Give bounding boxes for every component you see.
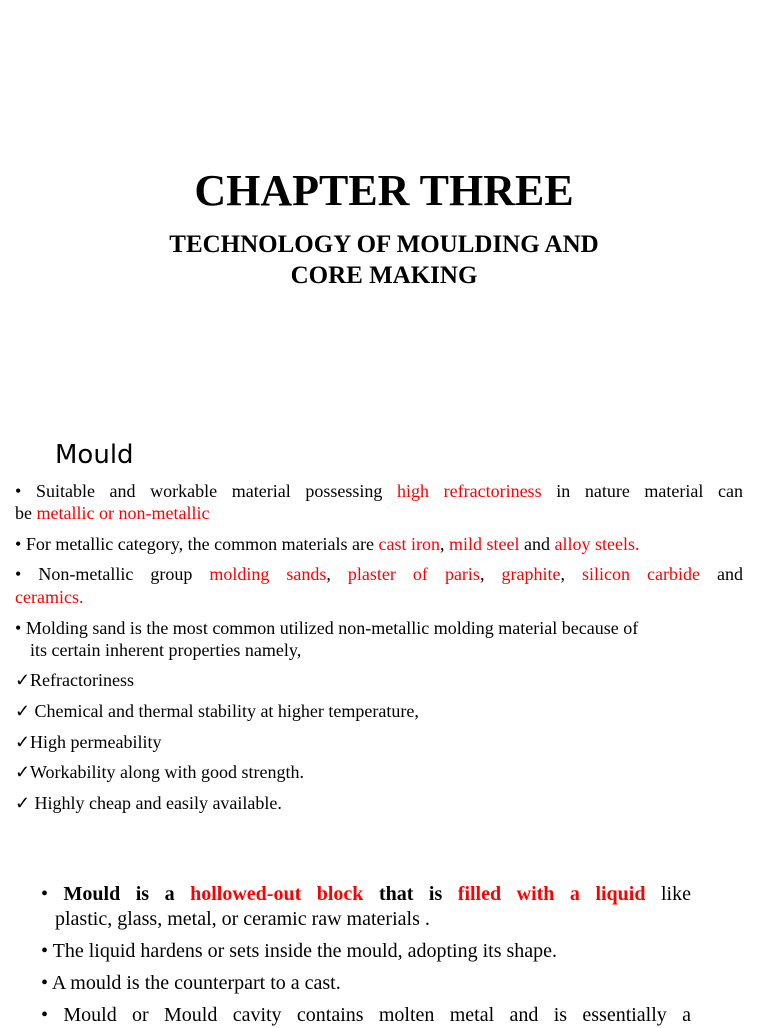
chapter-subtitle — [0, 229, 768, 291]
emphasis-text: molding sands — [209, 564, 327, 584]
text: Non-metallic group — [38, 564, 210, 584]
bullet-1-line-2 — [15, 502, 209, 524]
lower-bullet-1-line-2 — [55, 907, 430, 932]
emphasis-text: mild steel — [449, 534, 520, 554]
check-item-label: Workability along with good strength. — [30, 762, 305, 782]
check-item — [15, 700, 419, 722]
bullet-marker: • — [15, 534, 22, 554]
text: A mould is the counterpart to a cast. — [51, 972, 341, 994]
bullet-1-line-1 — [15, 480, 743, 502]
checkmark-icon: ✓ — [15, 701, 31, 721]
emphasis-text: hollowed-out block — [190, 883, 364, 905]
text: Suitable and workable material possessing — [35, 481, 397, 501]
bullet-2 — [15, 533, 639, 555]
check-item — [15, 731, 161, 753]
text: The liquid hardens or sets inside the mould, adopting its shape. — [52, 940, 558, 962]
text: be — [15, 503, 37, 523]
lower-bullet-4 — [41, 1003, 691, 1028]
text: For metallic category, the common materials are — [25, 534, 379, 554]
checkmark-icon: ✓ — [15, 670, 31, 690]
emphasis-text: alloy steels. — [554, 534, 640, 554]
text: , — [440, 534, 449, 554]
emphasis-text: cast iron — [378, 534, 440, 554]
emphasis-text: graphite — [501, 564, 561, 584]
lower-bullet-2 — [41, 939, 557, 964]
emphasis-text: filled with a liquid — [457, 883, 646, 905]
text: in nature material can — [541, 481, 743, 501]
bold-text: Mould is a — [63, 883, 191, 905]
text: , — [326, 564, 348, 584]
lower-bullet-1-line-1 — [41, 882, 691, 907]
bullet-marker: • — [41, 883, 49, 905]
emphasis-text: ceramics. — [15, 587, 84, 607]
bullet-marker: • — [41, 972, 49, 994]
bullet-marker: • — [41, 1004, 49, 1026]
emphasis-text: plaster of paris — [347, 564, 480, 584]
text: and — [519, 534, 555, 554]
text: Mould or Mould cavity contains molten metal and is essentially a — [63, 1004, 692, 1026]
text: and — [699, 564, 743, 584]
checkmark-icon: ✓ — [15, 732, 31, 752]
text: its certain inherent properties namely, — [30, 640, 302, 660]
check-item-label: Chemical and thermal stability at higher temperature, — [30, 701, 419, 721]
emphasis-text: high refractoriness — [397, 481, 542, 501]
text: , — [479, 564, 502, 584]
text: Molding sand is the most common utilized non-metallic molding material because of — [25, 618, 639, 638]
bullet-4-line-1 — [15, 617, 638, 639]
lower-bullet-3 — [41, 971, 341, 996]
checkmark-icon: ✓ — [15, 793, 31, 813]
checkmark-icon: ✓ — [15, 762, 31, 782]
chapter-title: CHAPTER THREE — [194, 166, 574, 215]
check-item — [15, 761, 304, 783]
section-heading-mould: Mould — [55, 440, 134, 470]
emphasis-text: silicon carbide — [581, 564, 700, 584]
text: like — [645, 883, 691, 905]
bullet-marker: • — [15, 618, 22, 638]
text: , — [560, 564, 582, 584]
bullet-4-line-2 — [30, 639, 301, 661]
check-item-label: Highly cheap and easily available. — [30, 793, 282, 813]
check-item — [15, 792, 282, 814]
subtitle-line-1: TECHNOLOGY OF MOULDING AND — [169, 231, 599, 258]
bold-text: that is — [363, 883, 458, 905]
check-item — [15, 669, 134, 691]
bullet-marker: • — [15, 481, 22, 501]
bullet-marker: • — [41, 940, 49, 962]
check-item-label: Refractoriness — [30, 670, 134, 690]
bullet-3-line-1 — [15, 563, 743, 585]
emphasis-text: metallic or non-metallic — [36, 503, 210, 523]
bullet-3-line-2 — [15, 586, 83, 608]
bullet-marker: • — [15, 564, 22, 584]
text: plastic, glass, metal, or ceramic raw materials . — [55, 908, 430, 930]
check-item-label: High permeability — [30, 732, 162, 752]
subtitle-line-2: CORE MAKING — [290, 262, 478, 289]
